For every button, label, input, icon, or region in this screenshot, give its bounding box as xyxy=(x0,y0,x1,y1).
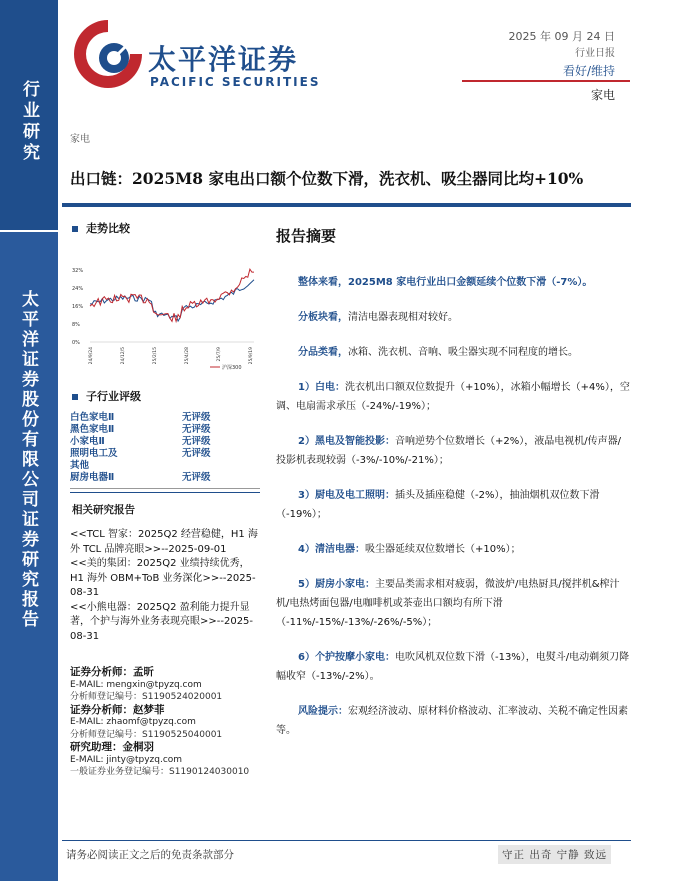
chart-y-tick-label: 8% xyxy=(72,322,80,328)
brand-name-en: PACIFIC SECURITIES xyxy=(150,75,321,89)
analyst-info xyxy=(70,666,270,779)
table-row xyxy=(70,424,260,436)
summary-paragraph xyxy=(276,486,630,524)
summary-paragraph xyxy=(276,308,630,327)
chart-y-tick-label: 32% xyxy=(72,268,84,274)
subindustry-heading-text: 子行业评级 xyxy=(86,390,141,403)
page-title: 出口链：2025M8 家电出口额个位数下滑，洗衣机、吸尘器同比均+10% xyxy=(70,169,584,188)
summary-highlight: 整体来看，2025M8 家电行业出口金额延续个位数下滑（-7%）。 xyxy=(298,277,593,288)
chart-legend-label: 沪深300 xyxy=(222,365,242,371)
summary-paragraph xyxy=(276,702,630,740)
company-logo xyxy=(68,14,148,94)
summary-paragraph xyxy=(276,378,630,416)
summary-text: 宏观经济波动、原材料价格波动、汇率波动、关税不确定性因素等。 xyxy=(276,706,628,736)
summary-paragraph xyxy=(276,343,630,362)
subindustry-rating: 无评级 xyxy=(182,448,211,459)
chart-y-tick-label: 16% xyxy=(72,304,84,310)
summary-text: 主要品类需求相对疲弱，微波炉/电热厨具/搅拌机&榨汁机/电热烤面包器/电咖啡机或茶壶出口额均有所下滑（-11%/-15%/-13%/-26%/-5%）； xyxy=(276,579,620,628)
related-reports-list xyxy=(70,528,260,644)
analyst-name: 证券分析师：孟昕 xyxy=(70,666,154,678)
section-divider xyxy=(70,492,260,493)
subindustry-section-heading xyxy=(72,388,141,404)
breadcrumb: 家电 xyxy=(70,134,90,145)
analyst-registration: 分析师登记编号：S1190525040001 xyxy=(70,729,223,740)
summary-text: 插头及插座稳健（-2%），抽油烟机双位数下滑（-19%）； xyxy=(276,490,600,520)
section-marker-icon xyxy=(72,226,78,232)
summary-paragraph xyxy=(276,273,630,292)
summary-highlight: 2）黑电及智能投影： xyxy=(298,436,395,447)
summary-highlight: 分品类看， xyxy=(298,347,348,358)
subindustry-name: 白色家电Ⅱ xyxy=(70,412,115,423)
chart-line-index xyxy=(90,280,254,321)
table-row xyxy=(70,436,260,448)
chart-x-tick-label: 25/2/15 xyxy=(153,347,158,365)
title-divider xyxy=(62,203,631,207)
subindustry-name: 厨房电器Ⅱ xyxy=(70,472,115,483)
subindustry-rating: 无评级 xyxy=(182,412,211,423)
summary-highlight: 风险提示： xyxy=(298,706,348,717)
analyst-email[interactable]: E-MAIL: mengxin@tpyzq.com xyxy=(70,679,202,690)
analyst-email[interactable]: E-MAIL: jinty@tpyzq.com xyxy=(70,754,183,765)
summary-text: 音响逆势个位数增长（+2%），液晶电视机/传声器/投影机表现较弱（-3%/-10%/-21%）； xyxy=(276,436,621,466)
rating-label: 看好/维持 xyxy=(562,64,615,78)
subindustry-rating: 无评级 xyxy=(182,436,211,447)
summary-paragraph xyxy=(276,432,630,470)
related-reports-heading: 相关研究报告 xyxy=(72,504,135,516)
summary-text: 吸尘器延续双位数增长（+10%）； xyxy=(364,544,521,555)
summary-highlight: 3）厨电及电工照明： xyxy=(298,490,395,501)
analyst-registration: 分析师登记编号：S1190524020001 xyxy=(70,692,223,702)
summary-body xyxy=(276,273,630,756)
summary-heading: 报告摘要 xyxy=(276,227,337,245)
analyst-name: 研究助理：金桐羽 xyxy=(70,741,154,753)
summary-text: 清洁电器表现相对较好。 xyxy=(348,312,458,323)
related-report-link[interactable]: <<小熊电器：2025Q2 盈利能力提升显著，个护与海外业务表现亮眼>>--2025-08-31 xyxy=(70,601,254,642)
chart-x-tick-label: 25/9/19 xyxy=(249,347,254,365)
summary-highlight: 分板块看， xyxy=(298,312,348,323)
summary-paragraph xyxy=(276,648,630,686)
summary-text: 冰箱、洗衣机、音响、吸尘器实现不同程度的增长。 xyxy=(348,347,578,358)
sidebar-category-label: 行业研究 xyxy=(19,80,39,164)
subindustry-table xyxy=(70,412,260,489)
report-date: 2025 年 09 月 24 日 xyxy=(508,30,615,43)
subindustry-name: 黑色家电Ⅱ xyxy=(70,424,115,435)
section-marker-icon xyxy=(72,394,78,400)
header-divider xyxy=(462,80,630,82)
subindustry-name: 其他 xyxy=(70,460,90,471)
analyst-email[interactable]: E-MAIL: zhaomf@tpyzq.com xyxy=(70,717,196,727)
footer-divider xyxy=(62,840,631,841)
chart-x-tick-label: 24/9/24 xyxy=(89,347,94,365)
chart-line-sector xyxy=(90,269,254,321)
summary-text: 洗衣机出口额双位数提升（+10%），冰箱小幅增长（+4%），空调、电扇需求承压（-24%/-19%）； xyxy=(276,382,630,412)
chart-x-tick-label: 24/12/5 xyxy=(121,347,126,365)
chart-y-tick-label: 24% xyxy=(72,286,84,292)
trend-chart xyxy=(70,252,260,372)
table-row xyxy=(70,460,260,472)
summary-highlight: 1）白电： xyxy=(298,382,345,393)
summary-text: 电吹风机双位数下滑（-13%），电熨斗/电动剃须刀降幅收窄（-13%/-2%）。 xyxy=(276,652,630,682)
table-row xyxy=(70,472,260,489)
subindustry-rating: 无评级 xyxy=(182,472,211,483)
chart-x-tick-label: 25/7/9 xyxy=(217,347,222,362)
summary-paragraph xyxy=(276,575,630,632)
summary-highlight: 6）个护按摩小家电： xyxy=(298,652,395,663)
subindustry-rating: 无评级 xyxy=(182,424,211,435)
table-row xyxy=(70,412,260,424)
trend-heading-text: 走势比较 xyxy=(86,222,130,235)
chart-y-tick-label: 0% xyxy=(72,340,80,346)
chart-x-ticks xyxy=(88,347,254,364)
sidebar-company-label: 太平洋证券股份有限公司证券研究报告 xyxy=(18,290,38,630)
subindustry-name: 照明电工及 xyxy=(70,448,118,459)
sector-label: 家电 xyxy=(590,88,615,102)
subindustry-name: 小家电Ⅱ xyxy=(70,436,105,447)
related-report-link[interactable]: <<TCL 智家：2025Q2 经营稳健，H1 海外 TCL 品牌亮眼>>--2025-09-01 xyxy=(70,529,258,555)
footer-motto: 守正 出奇 宁静 致远 xyxy=(498,845,611,864)
summary-highlight: 4）清洁电器： xyxy=(298,544,365,555)
chart-x-tick-label: 25/4/28 xyxy=(185,347,190,365)
trend-section-heading xyxy=(72,220,130,236)
table-row xyxy=(70,448,260,460)
related-report-link[interactable]: <<美的集团：2025Q2 业绩持续优秀，H1 海外 OBM+ToB 业务深化>>--2025-08-31 xyxy=(70,558,256,598)
brand-name-cn: 太平洋证券 xyxy=(148,43,299,76)
report-type: 行业日报 xyxy=(575,48,615,59)
footer-disclaimer: 请务必阅读正文之后的免责条款部分 xyxy=(66,849,234,861)
summary-highlight: 5）厨房小家电： xyxy=(298,579,375,590)
summary-paragraph xyxy=(276,540,630,559)
subindustry-rating xyxy=(182,460,252,472)
chart-y-ticks xyxy=(72,268,83,346)
analyst-registration: 一般证券业务登记编号：S1190124030010 xyxy=(70,767,250,777)
analyst-name: 证券分析师：赵梦菲 xyxy=(70,703,165,716)
